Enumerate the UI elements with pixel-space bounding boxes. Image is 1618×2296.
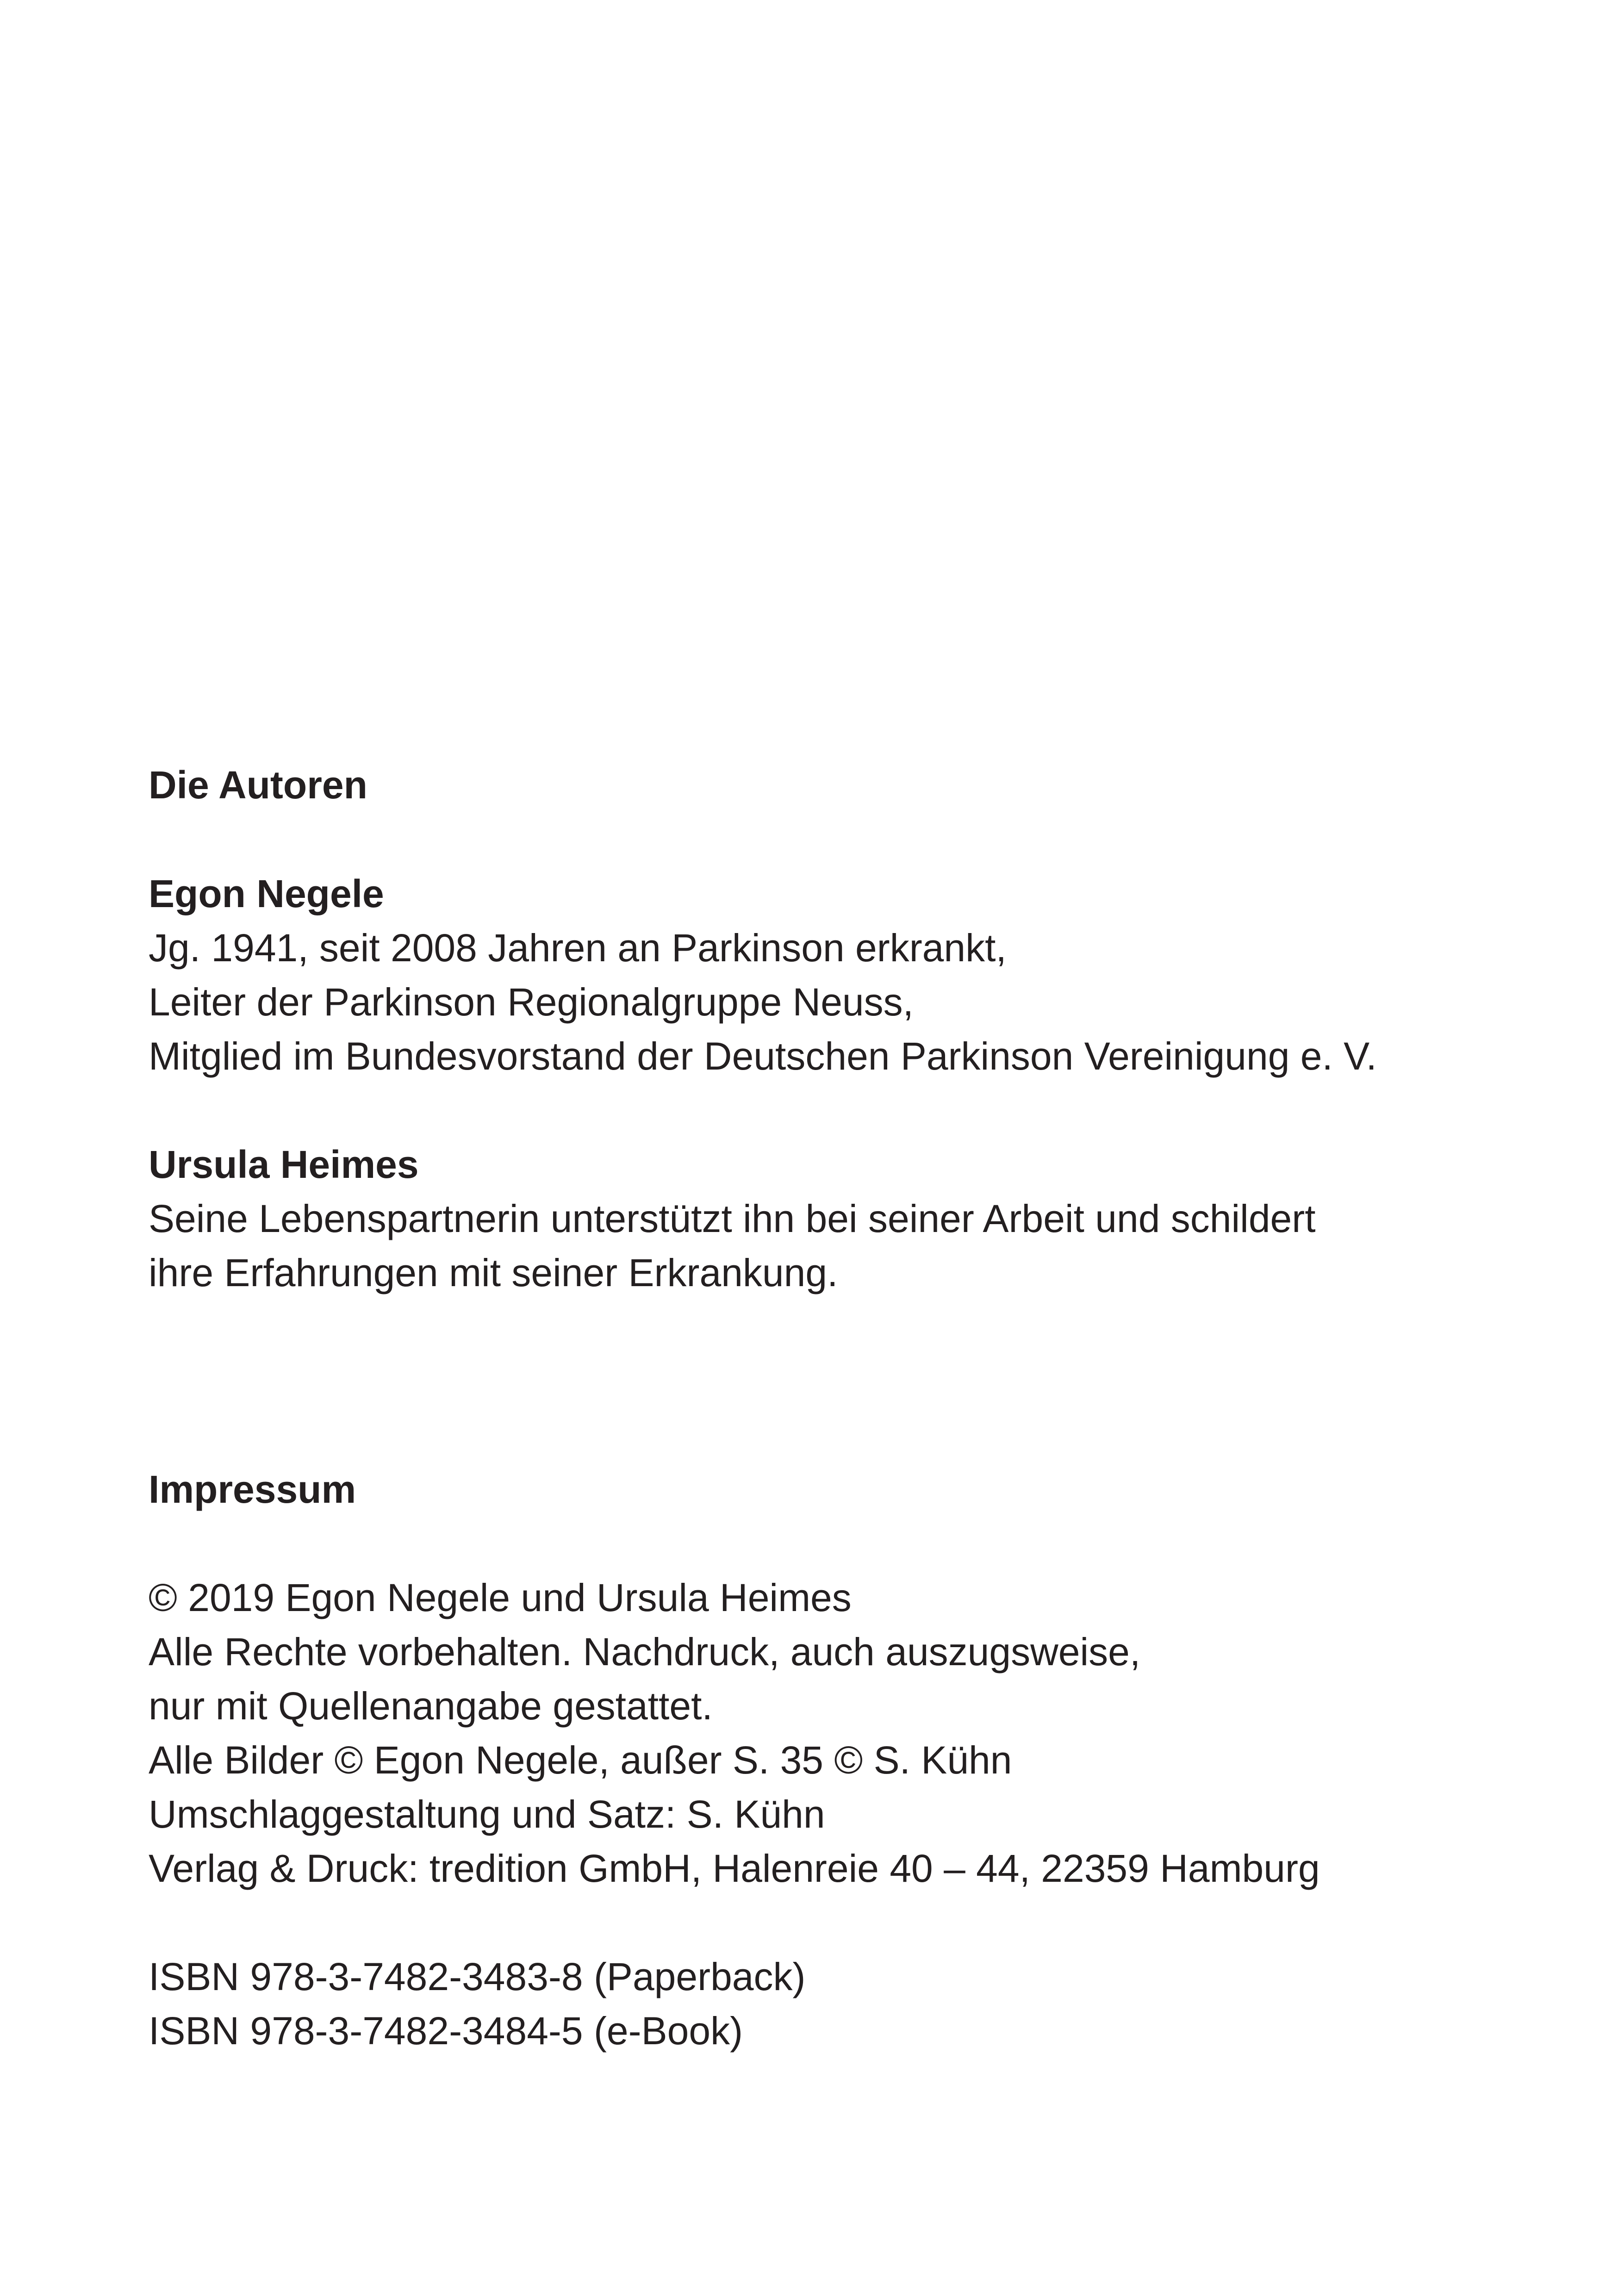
publisher-line: Verlag & Druck: tredition GmbH, Halenreie 40 – 44, 22359 Hamburg [149, 1847, 1320, 1890]
author-egon-bio-line: Jg. 1941, seit 2008 Jahren an Parkinson erkrankt, [149, 926, 1007, 970]
author-egon-section [149, 867, 1537, 1083]
rights-line: nur mit Quellenangabe gestattet. [149, 1684, 713, 1728]
author-egon-bio-line: Leiter der Parkinson Regionalgruppe Neuss, [149, 980, 914, 1024]
author-ursula-section [149, 1138, 1537, 1300]
author-egon-bio-line: Mitglied im Bundesvorstand der Deutschen Parkinson Vereinigung e. V. [149, 1034, 1377, 1078]
rights-line: Alle Rechte vorbehalten. Nachdruck, auch auszugsweise, [149, 1630, 1141, 1674]
copyright-line: © 2019 Egon Negele und Ursula Heimes [149, 1576, 852, 1619]
author-name-egon: Egon Negele [149, 872, 384, 915]
author-ursula-bio-line: ihre Erfahrungen mit seiner Erkrankung. [149, 1251, 838, 1294]
design-credit-line: Umschlaggestaltung und Satz: S. Kühn [149, 1792, 825, 1836]
isbn-section [149, 1950, 1537, 2058]
author-name-ursula: Ursula Heimes [149, 1143, 419, 1186]
impressum-heading: Impressum [149, 1468, 356, 1511]
isbn-ebook: ISBN 978-3-7482-3484-5 (e-Book) [149, 2009, 743, 2053]
author-ursula-bio-line: Seine Lebenspartnerin unterstützt ihn bei seiner Arbeit und schildert [149, 1197, 1316, 1240]
authors-heading: Die Autoren [149, 763, 367, 807]
image-credit-line: Alle Bilder © Egon Negele, außer S. 35 © S. Kühn [149, 1738, 1012, 1782]
impressum-details [149, 1571, 1537, 1896]
isbn-paperback: ISBN 978-3-7482-3483-8 (Paperback) [149, 1955, 806, 1998]
